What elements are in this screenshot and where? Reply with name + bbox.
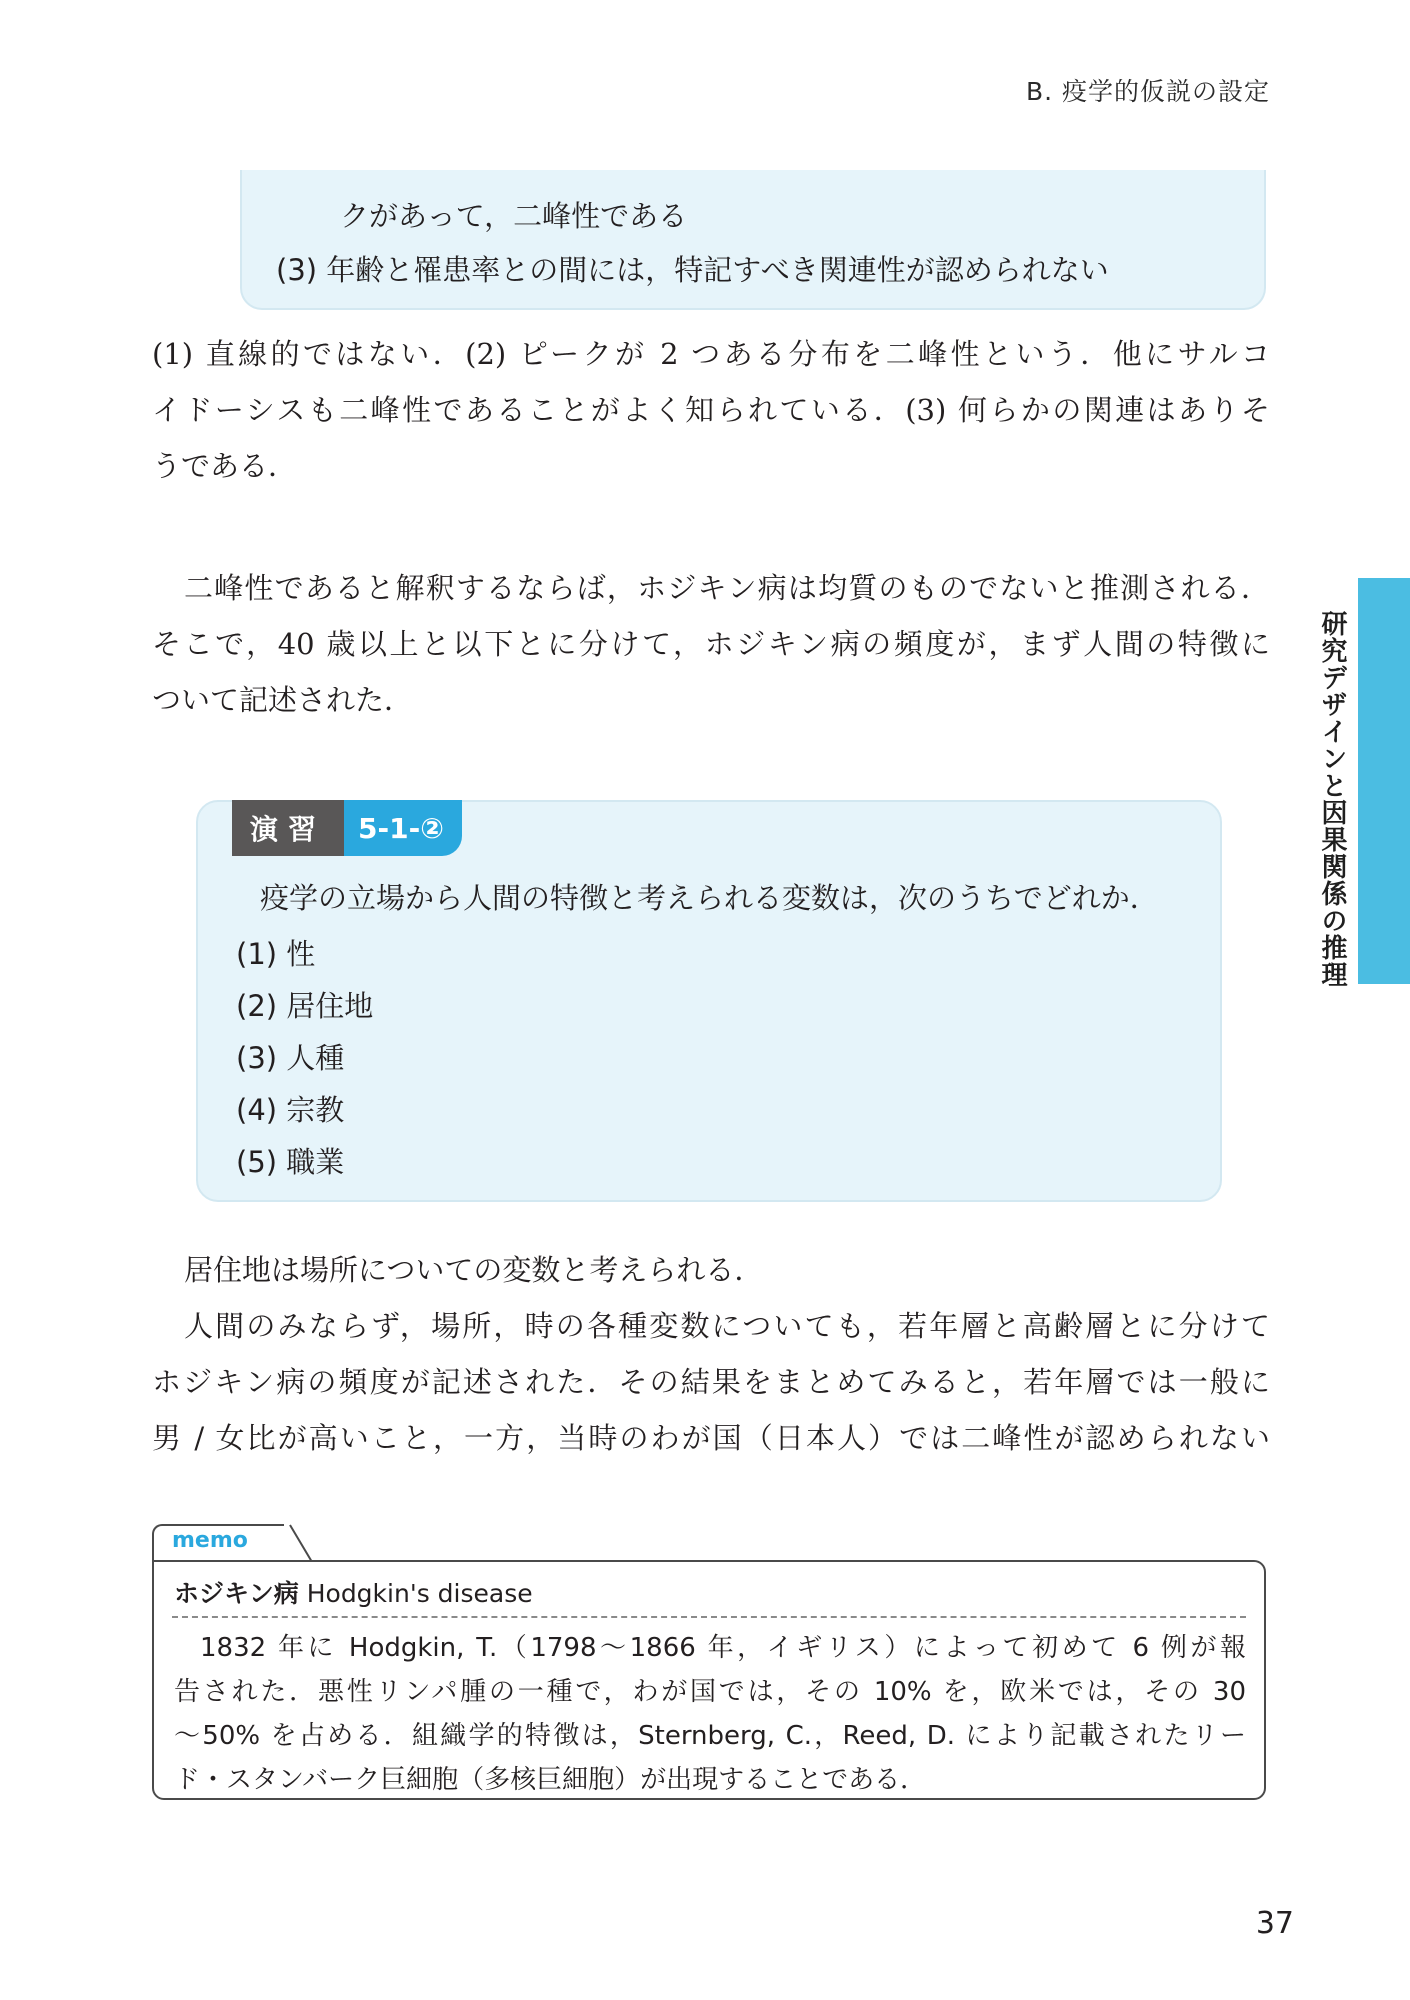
answer-line: イドーシスも二峰性であることがよく知られている．(3) 何らかの関連はありそ [152, 393, 1270, 427]
exercise-tag-label: 演習 [232, 800, 344, 856]
memo-body [174, 1626, 1246, 1802]
memo-tab-label: memo [172, 1528, 248, 1553]
place-variable-paragraph [152, 1242, 1270, 1298]
memo-line: ド・スタンバーク巨細胞（多核巨細胞）が出現することである． [174, 1765, 927, 1795]
exercise-option: (1) 性 [236, 937, 316, 971]
chapter-side-tab [1358, 578, 1410, 984]
continued-item-3: (3) 年齢と罹患率との間には，特記すべき関連性が認められない [276, 253, 1109, 287]
paragraph-line: ホジキン病の頻度が記述された．その結果をまとめてみると，若年層では一般に [152, 1365, 1270, 1399]
paragraph-line: ついて記述された． [152, 683, 414, 717]
paragraph-line: 人間のみならず，場所，時の各種変数についても，若年層と高齢層とに分けて [184, 1309, 1270, 1343]
chapter-side-label: 研究デザインと因果関係の推理 [1317, 610, 1347, 988]
memo-tab-slant [284, 1524, 344, 1564]
exercise-option: (4) 宗教 [236, 1093, 345, 1127]
running-header: B. 疫学的仮説の設定 [1025, 77, 1270, 106]
memo-divider [172, 1616, 1246, 1618]
memo-line: 1832 年に Hodgkin, T.（1798〜1866 年，イギリス）によって初めて 6 例が報 [200, 1633, 1246, 1663]
paragraph-line: 二峰性であると解釈するならば，ホジキン病は均質のものでないと推測される． [184, 571, 1270, 605]
interpretation-paragraph [152, 560, 1270, 728]
paragraph-line: 男 / 女比が高いこと，一方，当時のわが国（日本人）では二峰性が認められない [152, 1421, 1270, 1455]
exercise-option: (3) 人種 [236, 1041, 345, 1075]
paragraph-line: 居住地は場所についての変数と考えられる． [184, 1253, 764, 1287]
paragraph-line: そこで，40 歳以上と以下とに分けて，ホジキン病の頻度が，まず人間の特徴に [152, 627, 1270, 661]
exercise-option: (5) 職業 [236, 1145, 345, 1179]
continued-question-box [240, 170, 1266, 310]
answer-line: うである． [152, 449, 298, 483]
summary-paragraph [152, 1298, 1270, 1466]
memo-title [174, 1574, 533, 1610]
memo-title-jp: ホジキン病 [174, 1579, 299, 1608]
answer-paragraph [152, 326, 1270, 494]
exercise-tag [232, 800, 462, 856]
memo-line: 〜50% を占める．組織学的特徴は，Sternberg, C.，Reed, D. により記載されたリー [174, 1721, 1246, 1751]
page-number: 37 [1255, 1906, 1294, 1941]
exercise-tag-number: 5-1-② [344, 800, 462, 856]
continued-line: クがあって，二峰性である [340, 199, 688, 233]
exercise-option: (2) 居住地 [236, 989, 374, 1023]
memo-line: 告された．悪性リンパ腫の一種で，わが国では，その 10% を，欧米では，その 30 [174, 1677, 1246, 1707]
exercise-question: 疫学の立場から人間の特徴と考えられる変数は，次のうちでどれか． [260, 881, 1159, 915]
memo-title-en: Hodgkin's disease [306, 1579, 533, 1608]
answer-line: (1) 直線的ではない．(2) ピークが 2 つある分布を二峰性という．他にサルコ [152, 337, 1270, 371]
